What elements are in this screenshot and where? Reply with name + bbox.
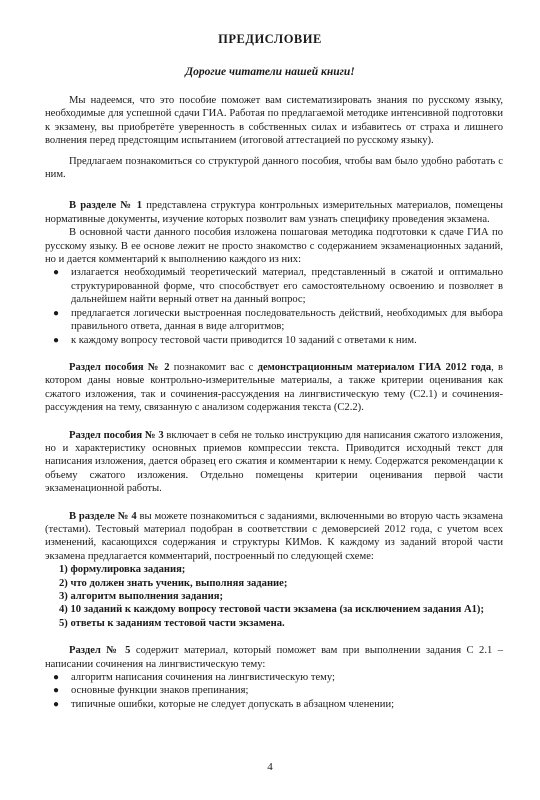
section2-paragraph: Раздел пособия № 2 познакомит вас с демонстрационным материалом ГИА 2012 года, в котором даны новые контрольно-измерительные материалы, а также критерии оценивания как сжатого изложения, так и сочинения-рассуждения на лингвистическую тему (С2.1) и сочинения-рассуждения на тему, связанную с анализом содержания текста (С2.2). (45, 361, 504, 414)
section1-bullet-list (45, 266, 503, 346)
list-item: ● к каждому вопросу тестовой части приводится 10 заданий с ответами к ним. (53, 334, 417, 346)
page-subtitle: Дорогие читатели нашей книги! (185, 66, 355, 78)
section2-lead: Раздел пособия № 2 (69, 361, 170, 373)
section3-lead: Раздел пособия № 3 (69, 429, 164, 441)
intro-paragraph-2: Предлагаем познакомиться со структурой данного пособия, чтобы вам было удобно работать с ним. (45, 155, 503, 181)
section1-text: представлена структура контрольных измерительных материалов, помещены нормативные документы, изучение которых позволит вам узнать специфику проведения экзамена. (45, 200, 503, 225)
section4-paragraph: В разделе № 4 вы можете познакомиться с заданиями, включенными во вторую часть экзамена (тестами). Тестовый материал подобран в соответствии с демоверсией 2012 года, с учетом всех изменений, касающихся содержания и структуры КИМов. К каждому из заданий второй части экзамена предлагается комментарий, построенный по следующей схеме: (45, 510, 503, 562)
section1-paragraph-2: В основной части данного пособия изложена пошаговая методика подготовки к сдаче ГИА по русскому языку. В ее основе лежит не просто знакомство с содержанием экзаменационных заданий, но и дается комментарий к выполнению каждого из них: (45, 227, 503, 266)
page-number: 4 (267, 761, 273, 773)
section5-paragraph: Раздел № 5 содержит материал, который поможет вам при выполнении задания С 2.1 – написании сочинения на лингвистическую тему: (45, 645, 504, 670)
list-item: ● предлагается логически выстроенная последовательность действий, необходимых для выбора правильного ответа, данная в виде алгоритмов; (53, 307, 503, 333)
section5-lead: Раздел № 5 (69, 645, 131, 657)
list-item: 3) алгоритм выполнения задания; (59, 591, 223, 602)
list-item: 5) ответы к заданиям тестовой части экзамена. (59, 617, 285, 629)
bullet-icon: ● (53, 672, 60, 684)
bullet-icon: ● (53, 698, 60, 710)
bullet-icon: ● (53, 685, 60, 697)
list-item: 1) формулировка задания; (59, 564, 186, 576)
section1-lead: В разделе № 1 (69, 200, 143, 212)
bullet-icon: ● (53, 334, 60, 346)
page-body (45, 94, 503, 711)
section2-bold: демонстрационным материалом ГИА 2012 года (257, 361, 492, 373)
list-item: ● основные функции знаков препинания; (53, 685, 249, 697)
section4-lead: В разделе № 4 (69, 510, 137, 522)
list-item: 2) что должен знать ученик, выполняя задание; (59, 577, 288, 589)
section3-paragraph: Раздел пособия № 3 включает в себя не только инструкцию для написания сжатого изложения, но и характеристику основных приемов компрессии текста. Приводится исходный текст для написания изложения, дается образец его сжатия и комментарии к нему. Содержатся рекомендации к объему сжатого изложения. Отдельно помещены критерии оценивания первой части экзаменационной работы. (45, 429, 503, 495)
section1-paragraph (45, 199, 503, 226)
intro-paragraph-1: Мы надеемся, что это пособие поможет вам систематизировать знания по русскому языку, необходимые для успешной сдачи ГИА. Работая по предлагаемой методике интенсивной подготовки к экзамену, вы приобретёте уверенность в собственных силах и избавитесь от страха и лишнего волнения перед предстоящим испытанием (итоговой аттестацией по русскому языку). (45, 95, 503, 147)
section4-numbered-list (45, 563, 503, 630)
list-item: ● типичные ошибки, которые не следует допускать в абзацном членении; (53, 698, 395, 710)
list-item: 4) 10 заданий к каждому вопросу тестовой части экзамена (за исключением задания А1); (59, 604, 484, 616)
bullet-icon: ● (53, 267, 60, 279)
list-item: ● алгоритм написания сочинения на лингвистическую тему; (53, 672, 335, 684)
bullet-icon: ● (53, 307, 60, 319)
page-title: ПРЕДИСЛОВИЕ (218, 32, 322, 46)
list-item: ● излагается необходимый теоретический материал, представленный в сжатой и оптимально структурированной форме, что способствует его самостоятельному освоению и позволяет в дальнейшем найти верный ответ на данный вопрос; (53, 267, 503, 306)
section5-bullet-list (45, 671, 503, 711)
